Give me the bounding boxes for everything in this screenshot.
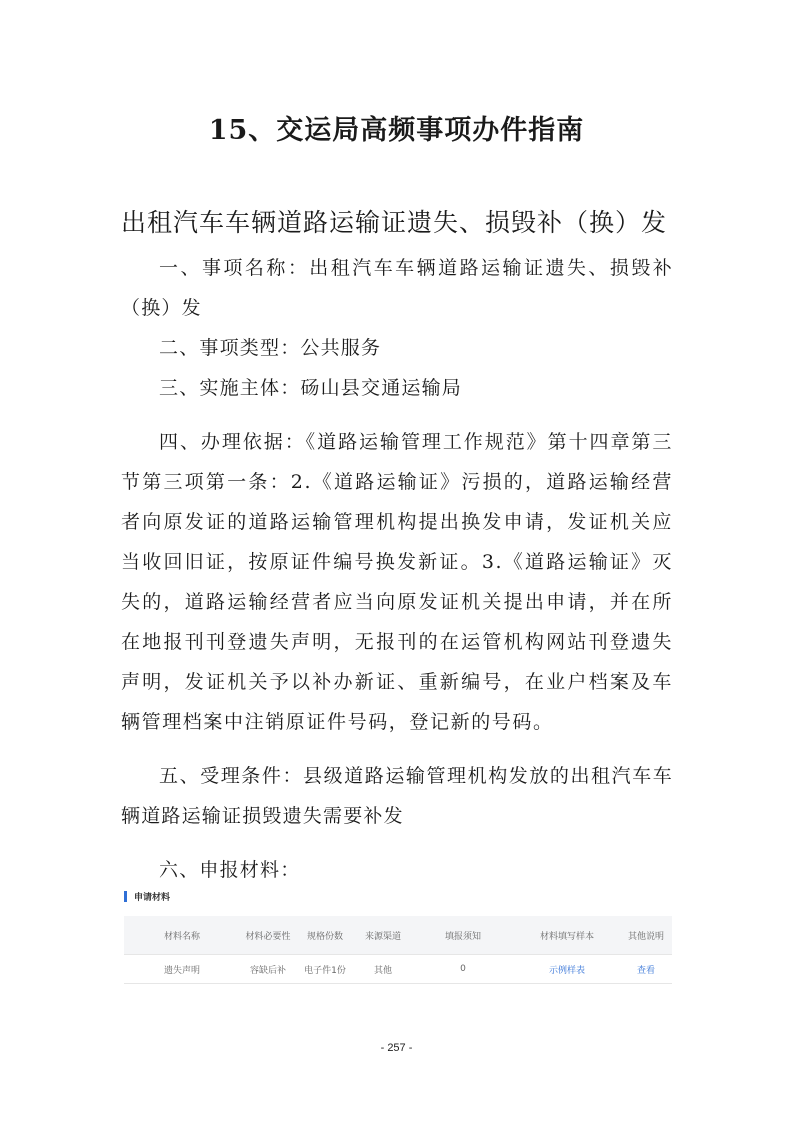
page-number: - 257 -: [380, 1042, 413, 1054]
table-row: [124, 955, 672, 984]
column-header-notes: 填报须知: [412, 916, 514, 955]
materials-panel-header: [124, 888, 672, 904]
application-materials-panel: [124, 888, 672, 984]
cell-spec: 电子件1份: [296, 955, 354, 984]
item-type-paragraph: 二、事项类型：公共服务: [159, 337, 382, 359]
view-link[interactable]: 查看: [620, 955, 672, 984]
section-heading: 出租汽车车辆道路运输证遗失、损毁补（换）发: [121, 208, 668, 237]
table-header-row: [124, 916, 672, 955]
cell-notes: 0: [412, 955, 514, 984]
section-marker-bar: [124, 891, 127, 902]
column-header-spec: 规格份数: [296, 916, 354, 955]
materials-table: [124, 916, 672, 984]
sample-form-link[interactable]: 示例样表: [514, 955, 620, 984]
materials-panel-title: 申请材料: [134, 892, 171, 903]
materials-label: 六、申报材料：: [159, 859, 301, 881]
implementer-paragraph: 三、实施主体：砀山县交通运输局: [159, 377, 463, 399]
column-header-source: 来源渠道: [354, 916, 412, 955]
cell-necessity: 容缺后补: [240, 955, 296, 984]
cell-source: 其他: [354, 955, 412, 984]
legal-basis-paragraph: 四、办理依据：《道路运输管理工作规范》第十四章第三节第三项第一条：2.《道路运输证》污损的，道路运输经营者向原发证的道路运输管理机构提出换发申请，发证机关应当收回旧证，按原证件编号换发新证。3.《道路运输证》灭失的，道路运输经营者应当向原发证机关提出申请，并在所在地报刊刊登遗失声明，无报刊的在运管机构网站刊登遗失声明，发证机关予以补办新证、重新编号，在业户档案及车辆管理档案中注销原证件号码，登记新的号码。: [121, 431, 673, 733]
column-header-other: 其他说明: [620, 916, 672, 955]
column-header-necessity: 材料必要性: [240, 916, 296, 955]
item-name-paragraph: 一、事项名称：出租汽车车辆道路运输证遗失、损毁补（换）发: [121, 257, 673, 319]
column-header-sample: 材料填写样本: [514, 916, 620, 955]
conditions-paragraph: 五、受理条件：县级道路运输管理机构发放的出租汽车车辆道路运输证损毁遗失需要补发: [121, 765, 673, 827]
column-header-name: 材料名称: [124, 916, 240, 955]
cell-material-name: 遗失声明: [124, 955, 240, 984]
document-title: 15、交运局高频事项办件指南: [208, 115, 585, 146]
